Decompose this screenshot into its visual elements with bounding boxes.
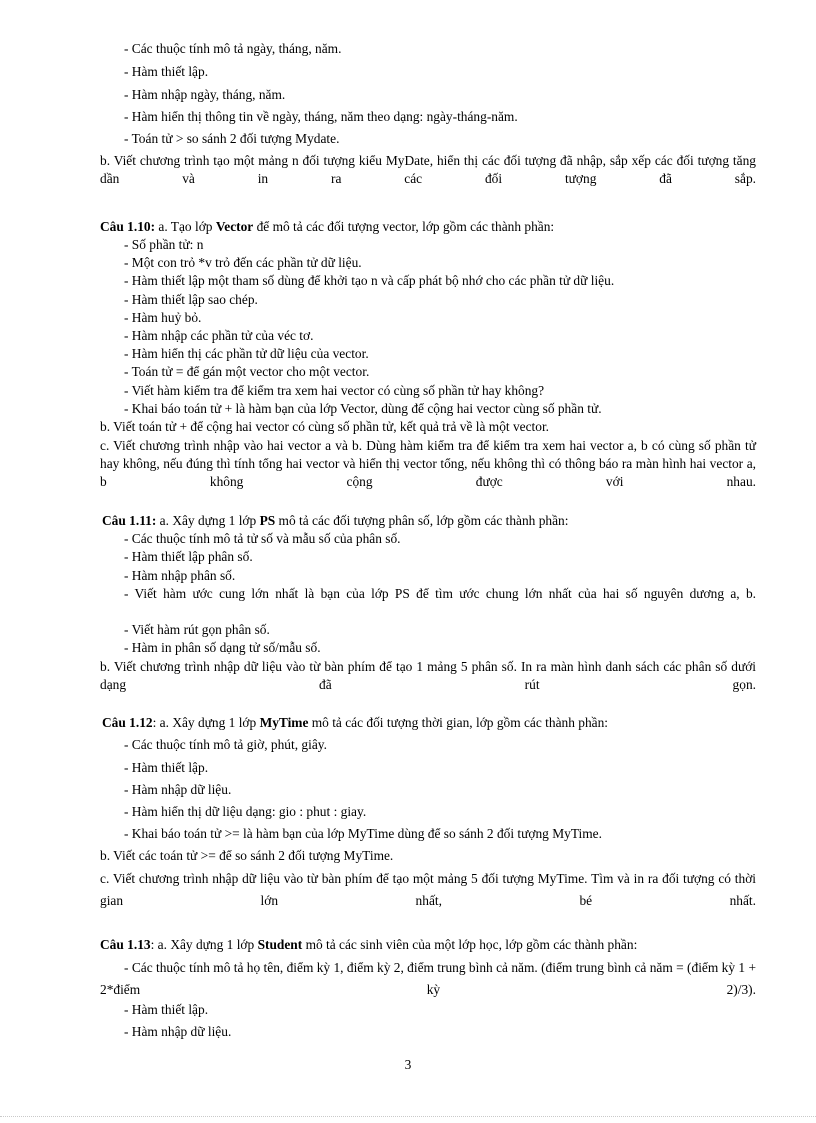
list-item: - Số phần tử: n bbox=[124, 237, 204, 252]
list-item: - Các thuộc tính mô tả giờ, phút, giây. bbox=[124, 737, 327, 752]
list-item: - Toán tử = để gán một vector cho một vector. bbox=[124, 364, 370, 379]
class-name: Student bbox=[257, 937, 303, 952]
heading-text: mô tả các đối tượng thời gian, lớp gồm các thành phần: bbox=[308, 715, 608, 730]
paragraph-part-b: b. Viết chương trình tạo một mảng n đối tượng kiểu MyDate, hiển thị các đối tượng đã nhập, sắp xếp các đối tượng tăng dần và in ra các đối tượng đã sắp. bbox=[100, 153, 756, 186]
class-name: Vector bbox=[215, 219, 254, 234]
class-name: MyTime bbox=[259, 715, 309, 730]
paragraph-part-c: c. Viết chương trình nhập dữ liệu vào từ bàn phím để tạo một mảng 5 đối tượng MyTime. Tìm và in ra đối tượng có thời gian lớn nhất, bé nhất. bbox=[100, 871, 756, 908]
list-item: - Viết hàm kiểm tra để kiểm tra xem hai vector có cùng số phần tử hay không? bbox=[124, 383, 545, 398]
list-item: - Hàm hiển thị các phần tử dữ liệu của vector. bbox=[124, 346, 369, 361]
paragraph-part-b: b. Viết các toán tử >= để so sánh 2 đối tượng MyTime. bbox=[100, 848, 394, 863]
question-label: Câu 1.11: bbox=[102, 513, 157, 528]
class-name: PS bbox=[259, 513, 276, 528]
list-item: - Hàm thiết lập sao chép. bbox=[124, 292, 258, 307]
question-label: Câu 1.10: bbox=[100, 219, 156, 234]
list-item: - Viết hàm ước cung lớn nhất là bạn của lớp PS để tìm ước chung lớn nhất của hai số nguyên dương a, b. bbox=[124, 586, 756, 601]
list-item: - Hàm nhập dữ liệu. bbox=[124, 1024, 232, 1039]
question-heading bbox=[102, 513, 568, 529]
list-item: - Viết hàm rút gọn phân số. bbox=[124, 622, 270, 637]
list-item: - Hàm thiết lập. bbox=[124, 1002, 209, 1017]
paragraph-part-b: b. Viết toán tử + để cộng hai vector có cùng số phần tử, kết quả trả về là một vector. bbox=[100, 419, 550, 434]
list-item: - Hàm hiển thị dữ liệu dạng: gio : phut : giay. bbox=[124, 804, 367, 819]
list-item: - Hàm nhập ngày, tháng, năm. bbox=[124, 87, 286, 102]
question-heading bbox=[100, 937, 637, 953]
question-label: Câu 1.13 bbox=[100, 937, 151, 952]
heading-text: : a. Xây dựng 1 lớp bbox=[152, 715, 260, 730]
heading-text: a. Xây dựng 1 lớp bbox=[156, 513, 260, 528]
list-item: - Hàm thiết lập. bbox=[124, 760, 209, 775]
heading-text: : a. Xây dựng 1 lớp bbox=[150, 937, 258, 952]
list-item: - Khai báo toán tử + là hàm bạn của lớp Vector, dùng để cộng hai vector cùng số phần tử. bbox=[124, 401, 602, 416]
page-bottom-divider bbox=[0, 1116, 816, 1117]
list-item: - Một con trỏ *v trỏ đến các phần tử dữ liệu. bbox=[124, 255, 362, 270]
heading-text: mô tả các đối tượng phân số, lớp gồm các thành phần: bbox=[275, 513, 569, 528]
list-item: - Hàm nhập phân số. bbox=[124, 568, 236, 583]
list-item: - Hàm thiết lập một tham số dùng để khởi tạo n và cấp phát bộ nhớ cho các phần tử dữ liệu. bbox=[124, 273, 615, 288]
question-heading bbox=[100, 219, 554, 235]
list-item: - Các thuộc tính mô tả họ tên, điểm kỳ 1, điểm kỳ 2, điểm trung bình cả năm. (điểm trung bình cả năm = (điểm kỳ 1 + 2*điểm kỳ 2)/3). bbox=[100, 960, 756, 997]
heading-text: a. Tạo lớp bbox=[155, 219, 216, 234]
list-item: - Hàm hiển thị thông tin về ngày, tháng, năm theo dạng: ngày-tháng-năm. bbox=[124, 109, 518, 124]
list-item: - Hàm thiết lập phân số. bbox=[124, 549, 253, 564]
question-heading bbox=[102, 715, 608, 731]
list-item: - Toán tử > so sánh 2 đối tượng Mydate. bbox=[124, 131, 340, 146]
heading-text: mô tả các sinh viên của một lớp học, lớp gồm các thành phần: bbox=[302, 937, 638, 952]
list-item: - Hàm huỷ bỏ. bbox=[124, 310, 202, 325]
heading-text: để mô tả các đối tượng vector, lớp gồm các thành phần: bbox=[253, 219, 555, 234]
paragraph-part-b: b. Viết chương trình nhập dữ liệu vào từ bàn phím để tạo 1 mảng 5 phân số. In ra màn hình danh sách các phân số dưới dạng đã rút gọn. bbox=[100, 659, 756, 692]
list-item: - Khai báo toán tử >= là hàm bạn của lớp MyTime dùng để so sánh 2 đối tượng MyTime. bbox=[124, 826, 602, 841]
question-label: Câu 1.12 bbox=[102, 715, 153, 730]
list-item: - Hàm nhập các phần tử của véc tơ. bbox=[124, 328, 314, 343]
list-item: - Hàm thiết lập. bbox=[124, 64, 209, 79]
paragraph-part-c: c. Viết chương trình nhập vào hai vector a và b. Dùng hàm kiểm tra để kiểm tra xem hai vector a, b có cùng số phần tử hay không, nếu đúng thì tính tổng hai vector và hiển thị vector tổng, nếu không thì có thông báo ra màn hình hai vector a, b không cộng được với nhau. bbox=[100, 438, 756, 489]
list-item: - Các thuộc tính mô tả ngày, tháng, năm. bbox=[124, 41, 342, 56]
list-item: - Các thuộc tính mô tả tử số và mẫu số của phân số. bbox=[124, 531, 401, 546]
list-item: - Hàm in phân số dạng tử số/mẫu số. bbox=[124, 640, 321, 655]
page-number: 3 bbox=[404, 1057, 412, 1072]
list-item: - Hàm nhập dữ liệu. bbox=[124, 782, 232, 797]
